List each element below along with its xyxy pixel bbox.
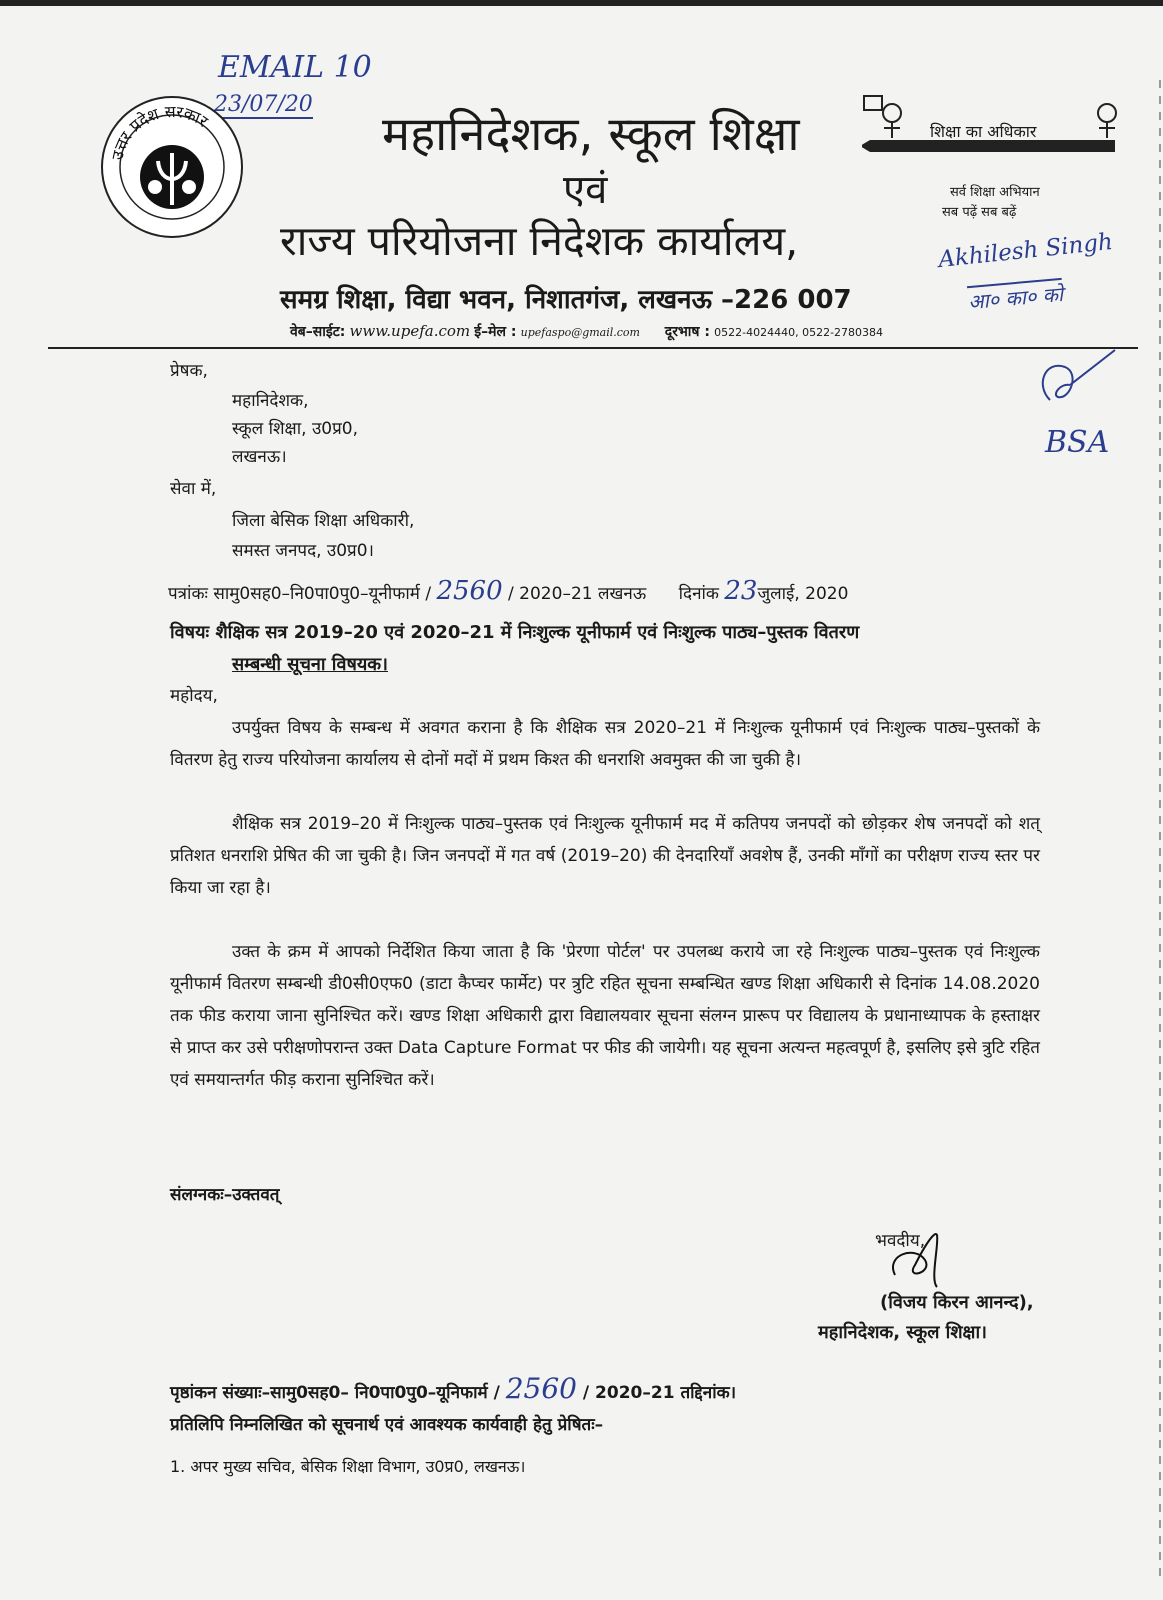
recipient-line2: समस्त जनपद, उ0प्र0।	[232, 541, 374, 561]
endorsement-prefix: पृष्ठांकन संख्याः–सामु0सह0– नि0पा0पु0–यूनिफार्म /	[170, 1383, 500, 1403]
signatory-name: (विजय किरन आनन्द),	[880, 1292, 1034, 1313]
contact-line	[290, 322, 883, 341]
reference-suffix: / 2020–21 लखनऊ	[508, 584, 647, 604]
handwritten-email-note: EMAIL 10	[218, 50, 372, 85]
endorsement-line	[170, 1372, 736, 1405]
subject-line1: शैक्षिक सत्र 2019–20 एवं 2020–21 में निःशुल्क यूनीफार्म एवं निःशुल्क पाठ्य–पुस्तक वितरण	[215, 622, 860, 643]
copy-item-1: 1. अपर मुख्य सचिव, बेसिक शिक्षा विभाग, उ0प्र0, लखनऊ।	[170, 1457, 526, 1476]
initials-signature-icon	[1030, 345, 1120, 415]
reference-line	[168, 576, 848, 606]
paragraph-2-text: शैक्षिक सत्र 2019–20 में निःशुल्क पाठ्य–पुस्तक एवं निःशुल्क यूनीफार्म मद में कतिपय जनपदों को छोड़कर शेष जनपदों को शत् प्रतिशत धनराशि प्रेषित की जा चुकी है। जिन जनपदों में गत वर्ष (2019–20) की देनदारियाँ अवशेष हैं, उनकी माँगों का परीक्षण राज्य स्तर पर किया जा रहा है।	[170, 814, 1040, 898]
office-title-line3: राज्य परियोजना निदेशक कार्यालय,	[280, 217, 799, 265]
email-label: ई–मेल :	[474, 324, 517, 340]
rte-tagline: शिक्षा का अधिकार	[930, 122, 1037, 141]
handwritten-email-date: 23/07/20	[214, 92, 313, 117]
handwritten-reference-number: 2560	[436, 576, 503, 606]
signature-icon	[885, 1225, 965, 1295]
office-title-line2: एवं	[563, 167, 608, 213]
salutation: महोदय,	[170, 686, 218, 706]
subject-label: विषयः	[170, 622, 210, 643]
subject-block	[170, 617, 1050, 681]
handwritten-bsa-note: BSA	[1045, 425, 1110, 460]
up-government-seal-icon	[100, 95, 245, 240]
handwritten-forward-name: Akhilesh Singh	[937, 228, 1114, 274]
email-link[interactable]: upefaspo@gmail.com	[520, 326, 640, 339]
body-paragraph-1	[170, 712, 1040, 776]
recipient-label: सेवा में,	[170, 479, 217, 499]
phone-number: 0522-4024440, 0522-2780384	[714, 326, 884, 339]
paragraph-3-text: उक्त के क्रम में आपको निर्देशित किया जाता है कि 'प्रेरणा पोर्टल' पर उपलब्ध कराये जा रहे निःशुल्क पाठ्य–पुस्तक एवं निःशुल्क यूनीफार्म वितरण सम्बन्धी डी0सी0एफ0 (डाटा कैप्चर फार्मेट) पर त्रुटि रहित सूचना सम्बन्धित खण्ड शिक्षा अधिकारी से दिनांक 14.08.2020 तक फीड कराया जाना सुनिश्चित करें। खण्ड शिक्षा अधिकारी द्वारा विद्यालयवार सूचना संलग्न प्रारूप पर विद्यालय के प्रधानाध्यापक के हस्ताक्षर से प्राप्त कर उसे परीक्षणोपरान्त उक्त Data Capture Format पर फीड की जायेगी। यह सूचना अत्यन्त महत्वपूर्ण है, इसलिए इसे त्रुटि रहित एवं समयान्तर्गत फीड़ कराना सुनिश्चित करें।	[170, 942, 1040, 1090]
date-suffix: जुलाई, 2020	[757, 584, 849, 604]
website-label: वेब–साईट:	[290, 324, 346, 340]
paragraph-1-text: उपर्युक्त विषय के सम्बन्ध में अवगत कराना है कि शैक्षिक सत्र 2020–21 में निःशुल्क यूनीफार्म एवं निःशुल्क पाठ्य–पुस्तकों के वितरण हेतु राज्य परियोजना कार्यालय से दोनों मदों में प्रथम किश्त की धनराशि अवमुक्त की जा चुकी है।	[170, 718, 1040, 770]
copy-heading: प्रतिलिपि निम्नलिखित को सूचनार्थ एवं आवश्यक कार्यवाही हेतु प्रेषितः–	[170, 1415, 604, 1435]
phone-label: दूरभाष :	[664, 324, 710, 340]
sender-line1: महानिदेशक,	[232, 391, 309, 411]
ssa-slogan: सब पढ़ें सब बढ़ें	[942, 205, 1017, 220]
handwritten-date-day: 23	[724, 576, 758, 606]
website-link[interactable]: www.upefa.com	[349, 322, 471, 340]
closing: भवदीय,	[875, 1231, 926, 1251]
subject-line2: सम्बन्धी सूचना विषयक।	[232, 654, 388, 675]
office-title-line1: महानिदेशक, स्कूल शिक्षा	[382, 107, 800, 162]
body-paragraph-3	[170, 936, 1040, 1096]
reference-prefix: पत्रांकः सामु0सह0–नि0पा0पु0–यूनीफार्म /	[168, 584, 432, 604]
body-paragraph-2	[170, 808, 1040, 904]
sender-line3: लखनऊ।	[232, 447, 287, 467]
sender-line2: स्कूल शिक्षा, उ0प्र0,	[232, 419, 358, 439]
endorsement-suffix: / 2020–21 तद्दिनांक।	[582, 1383, 737, 1403]
sender-label: प्रेषक,	[170, 361, 208, 381]
enclosure-note: संलग्नकः–उक्तवत्	[170, 1185, 280, 1205]
svg-text:उत्तर प्रदेश सरकार: उत्तर प्रदेश सरकार	[107, 101, 212, 162]
date-prefix: दिनांक	[678, 584, 719, 604]
handwritten-endorsement-number: 2560	[505, 1372, 577, 1405]
sarva-shiksha-abhiyan-logo	[862, 88, 1127, 228]
scan-border	[1159, 80, 1161, 1580]
recipient-line1: जिला बेसिक शिक्षा अधिकारी,	[232, 511, 415, 531]
office-address: समग्र शिक्षा, विद्या भवन, निशातगंज, लखनऊ –226 007	[280, 285, 852, 315]
scan-edge	[0, 0, 1163, 6]
ssa-name: सर्व शिक्षा अभियान	[950, 185, 1040, 200]
header-divider	[48, 347, 1138, 349]
signatory-title: महानिदेशक, स्कूल शिक्षा।	[818, 1322, 987, 1343]
handwritten-forward-note: आ० का० को	[967, 278, 1064, 315]
